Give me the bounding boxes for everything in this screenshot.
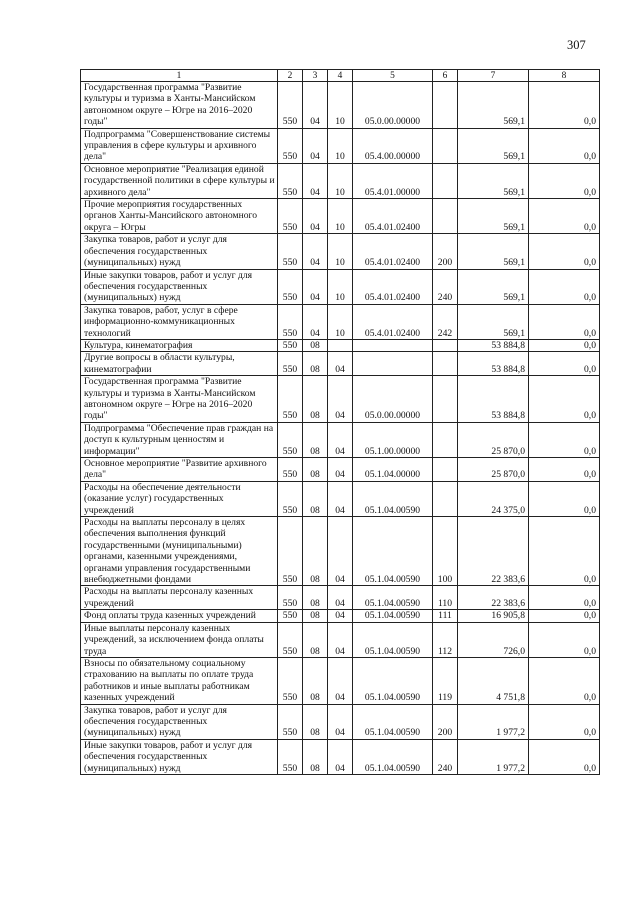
- table-row: [81, 163, 600, 198]
- amount-cell: 1 977,2: [458, 739, 529, 774]
- amount-cell: 569,1: [458, 163, 529, 198]
- row-name-cell: Расходы на выплаты персоналу в целях обеспечения выполнения функций государственными (муниципальными) органами, казенными учреждениями, органами управления государственными внебюджетными фондами: [81, 517, 278, 586]
- row-name-cell: Взносы по обязательному социальному страхованию на выплаты по оплате труда работников и иные выплаты работникам казенных учреждений: [81, 657, 278, 704]
- page-number: 307: [567, 38, 586, 52]
- amount-extra-cell: 0,0: [529, 234, 600, 269]
- section-cell: 08: [303, 657, 328, 704]
- amount-extra-cell: 0,0: [529, 339, 600, 351]
- subsection-cell: 10: [328, 304, 353, 339]
- admin-code-cell: 550: [278, 128, 303, 163]
- subsection-cell: 10: [328, 82, 353, 129]
- admin-code-cell: 550: [278, 422, 303, 457]
- table-row: [81, 269, 600, 304]
- table-row: [81, 352, 600, 376]
- subsection-cell: 10: [328, 163, 353, 198]
- target-article-cell: 05.1.04.00590: [353, 739, 433, 774]
- expense-type-cell: [433, 422, 458, 457]
- section-cell: 08: [303, 339, 328, 351]
- column-header: 4: [328, 70, 353, 82]
- amount-extra-cell: 0,0: [529, 199, 600, 234]
- admin-code-cell: 550: [278, 82, 303, 129]
- table-row: [81, 704, 600, 739]
- expense-type-cell: 119: [433, 657, 458, 704]
- expense-type-cell: 200: [433, 704, 458, 739]
- row-name-cell: Основное мероприятие "Реализация единой государственной политики в сфере культуры и архивного дела": [81, 163, 278, 198]
- admin-code-cell: 550: [278, 376, 303, 423]
- subsection-cell: 04: [328, 704, 353, 739]
- budget-table: [80, 69, 600, 775]
- target-article-cell: 05.4.00.00000: [353, 128, 433, 163]
- admin-code-cell: 550: [278, 458, 303, 482]
- amount-extra-cell: 0,0: [529, 163, 600, 198]
- target-article-cell: 05.1.04.00590: [353, 610, 433, 622]
- section-cell: 04: [303, 234, 328, 269]
- column-header: 3: [303, 70, 328, 82]
- section-cell: 08: [303, 422, 328, 457]
- column-header: 7: [458, 70, 529, 82]
- subsection-cell: 04: [328, 458, 353, 482]
- expense-type-cell: [433, 352, 458, 376]
- amount-extra-cell: 0,0: [529, 657, 600, 704]
- section-cell: 08: [303, 481, 328, 516]
- expense-type-cell: 240: [433, 739, 458, 774]
- subsection-cell: 04: [328, 657, 353, 704]
- amount-cell: 726,0: [458, 622, 529, 657]
- admin-code-cell: 550: [278, 739, 303, 774]
- amount-cell: 569,1: [458, 199, 529, 234]
- amount-cell: 25 870,0: [458, 422, 529, 457]
- target-article-cell: 05.0.00.00000: [353, 376, 433, 423]
- admin-code-cell: 550: [278, 234, 303, 269]
- target-article-cell: 05.1.04.00000: [353, 458, 433, 482]
- expense-type-cell: [433, 339, 458, 351]
- section-cell: 04: [303, 199, 328, 234]
- section-cell: 04: [303, 163, 328, 198]
- admin-code-cell: 550: [278, 657, 303, 704]
- amount-cell: 22 383,6: [458, 586, 529, 610]
- admin-code-cell: 550: [278, 339, 303, 351]
- table-row: [81, 376, 600, 423]
- target-article-cell: 05.1.04.00590: [353, 481, 433, 516]
- table-row: [81, 422, 600, 457]
- subsection-cell: 10: [328, 234, 353, 269]
- section-cell: 08: [303, 586, 328, 610]
- amount-cell: 22 383,6: [458, 517, 529, 586]
- section-cell: 04: [303, 269, 328, 304]
- target-article-cell: 05.0.00.00000: [353, 82, 433, 129]
- row-name-cell: Расходы на обеспечение деятельности (оказание услуг) государственных учреждений: [81, 481, 278, 516]
- column-header: 6: [433, 70, 458, 82]
- section-cell: 08: [303, 352, 328, 376]
- target-article-cell: 05.4.01.02400: [353, 199, 433, 234]
- section-cell: 08: [303, 376, 328, 423]
- amount-extra-cell: 0,0: [529, 376, 600, 423]
- table-row: [81, 586, 600, 610]
- row-name-cell: Иные закупки товаров, работ и услуг для обеспечения государственных (муниципальных) нужд: [81, 269, 278, 304]
- table-row: [81, 481, 600, 516]
- target-article-cell: 05.4.01.02400: [353, 304, 433, 339]
- target-article-cell: 05.4.01.02400: [353, 269, 433, 304]
- row-name-cell: Иные закупки товаров, работ и услуг для обеспечения государственных (муниципальных) нужд: [81, 739, 278, 774]
- table-row: [81, 199, 600, 234]
- expense-type-cell: [433, 199, 458, 234]
- table-row: [81, 458, 600, 482]
- section-cell: 08: [303, 610, 328, 622]
- header-row: [81, 70, 600, 82]
- expense-type-cell: [433, 458, 458, 482]
- row-name-cell: Закупка товаров, работ и услуг для обеспечения государственных (муниципальных) нужд: [81, 234, 278, 269]
- subsection-cell: 04: [328, 622, 353, 657]
- subsection-cell: 04: [328, 422, 353, 457]
- amount-cell: 53 884,8: [458, 339, 529, 351]
- amount-extra-cell: 0,0: [529, 269, 600, 304]
- amount-extra-cell: 0,0: [529, 517, 600, 586]
- row-name-cell: Подпрограмма "Обеспечение прав граждан на доступ к культурным ценностям и информации": [81, 422, 278, 457]
- subsection-cell: [328, 339, 353, 351]
- amount-cell: 569,1: [458, 128, 529, 163]
- target-article-cell: 05.1.04.00590: [353, 704, 433, 739]
- row-name-cell: Государственная программа "Развитие культуры и туризма в Ханты-Мансийском автономном округе – Югре на 2016–2020 годы": [81, 376, 278, 423]
- section-cell: 08: [303, 739, 328, 774]
- subsection-cell: 10: [328, 269, 353, 304]
- amount-cell: 569,1: [458, 269, 529, 304]
- admin-code-cell: 550: [278, 586, 303, 610]
- amount-extra-cell: 0,0: [529, 352, 600, 376]
- amount-extra-cell: 0,0: [529, 739, 600, 774]
- amount-cell: 569,1: [458, 234, 529, 269]
- amount-extra-cell: 0,0: [529, 82, 600, 129]
- amount-cell: 24 375,0: [458, 481, 529, 516]
- subsection-cell: 04: [328, 352, 353, 376]
- admin-code-cell: 550: [278, 481, 303, 516]
- row-name-cell: Закупка товаров, работ и услуг для обеспечения государственных (муниципальных) нужд: [81, 704, 278, 739]
- row-name-cell: Государственная программа "Развитие культуры и туризма в Ханты-Мансийском автономном округе – Югре на 2016–2020 годы": [81, 82, 278, 129]
- amount-cell: 53 884,8: [458, 352, 529, 376]
- admin-code-cell: 550: [278, 704, 303, 739]
- target-article-cell: 05.4.01.00000: [353, 163, 433, 198]
- subsection-cell: 04: [328, 739, 353, 774]
- amount-extra-cell: 0,0: [529, 481, 600, 516]
- subsection-cell: 04: [328, 610, 353, 622]
- expense-type-cell: [433, 163, 458, 198]
- amount-extra-cell: 0,0: [529, 622, 600, 657]
- table-row: [81, 339, 600, 351]
- admin-code-cell: 550: [278, 199, 303, 234]
- table-row: [81, 610, 600, 622]
- expense-type-cell: 200: [433, 234, 458, 269]
- target-article-cell: 05.1.04.00590: [353, 517, 433, 586]
- column-header: 1: [81, 70, 278, 82]
- subsection-cell: 04: [328, 376, 353, 423]
- section-cell: 04: [303, 82, 328, 129]
- expense-type-cell: 112: [433, 622, 458, 657]
- subsection-cell: 10: [328, 128, 353, 163]
- row-name-cell: Прочие мероприятия государственных органов Ханты-Мансийского автономного округа – Югры: [81, 199, 278, 234]
- table-row: [81, 622, 600, 657]
- table-row: [81, 234, 600, 269]
- admin-code-cell: 550: [278, 622, 303, 657]
- subsection-cell: 10: [328, 199, 353, 234]
- amount-cell: 1 977,2: [458, 704, 529, 739]
- expense-type-cell: [433, 128, 458, 163]
- section-cell: 04: [303, 128, 328, 163]
- target-article-cell: [353, 352, 433, 376]
- subsection-cell: 04: [328, 517, 353, 586]
- column-header: 2: [278, 70, 303, 82]
- amount-extra-cell: 0,0: [529, 704, 600, 739]
- amount-cell: 569,1: [458, 82, 529, 129]
- expense-type-cell: 242: [433, 304, 458, 339]
- table-row: [81, 517, 600, 586]
- table-row: [81, 128, 600, 163]
- target-article-cell: [353, 339, 433, 351]
- target-article-cell: 05.1.04.00590: [353, 622, 433, 657]
- admin-code-cell: 550: [278, 163, 303, 198]
- row-name-cell: Закупка товаров, работ, услуг в сфере информационно-коммуникационных технологий: [81, 304, 278, 339]
- admin-code-cell: 550: [278, 304, 303, 339]
- section-cell: 04: [303, 304, 328, 339]
- amount-cell: 25 870,0: [458, 458, 529, 482]
- expense-type-cell: 110: [433, 586, 458, 610]
- expense-type-cell: 100: [433, 517, 458, 586]
- expense-type-cell: [433, 376, 458, 423]
- amount-extra-cell: 0,0: [529, 586, 600, 610]
- amount-cell: 569,1: [458, 304, 529, 339]
- column-header: 5: [353, 70, 433, 82]
- table-row: [81, 657, 600, 704]
- row-name-cell: Подпрограмма "Совершенствование системы управления в сфере культуры и архивного дела": [81, 128, 278, 163]
- amount-extra-cell: 0,0: [529, 610, 600, 622]
- expense-type-cell: 240: [433, 269, 458, 304]
- admin-code-cell: 550: [278, 517, 303, 586]
- target-article-cell: 05.1.04.00590: [353, 586, 433, 610]
- subsection-cell: 04: [328, 586, 353, 610]
- target-article-cell: 05.1.00.00000: [353, 422, 433, 457]
- row-name-cell: Другие вопросы в области культуры, кинематографии: [81, 352, 278, 376]
- section-cell: 08: [303, 517, 328, 586]
- amount-extra-cell: 0,0: [529, 458, 600, 482]
- admin-code-cell: 550: [278, 352, 303, 376]
- section-cell: 08: [303, 704, 328, 739]
- expense-type-cell: [433, 82, 458, 129]
- amount-extra-cell: 0,0: [529, 128, 600, 163]
- target-article-cell: 05.4.01.02400: [353, 234, 433, 269]
- admin-code-cell: 550: [278, 610, 303, 622]
- amount-extra-cell: 0,0: [529, 304, 600, 339]
- amount-cell: 53 884,8: [458, 376, 529, 423]
- column-header: 8: [529, 70, 600, 82]
- amount-extra-cell: 0,0: [529, 422, 600, 457]
- row-name-cell: Основное мероприятие "Развитие архивного дела": [81, 458, 278, 482]
- table-row: [81, 739, 600, 774]
- row-name-cell: Фонд оплаты труда казенных учреждений: [81, 610, 278, 622]
- row-name-cell: Иные выплаты персоналу казенных учреждений, за исключением фонда оплаты труда: [81, 622, 278, 657]
- row-name-cell: Расходы на выплаты персоналу казенных учреждений: [81, 586, 278, 610]
- table-row: [81, 82, 600, 129]
- subsection-cell: 04: [328, 481, 353, 516]
- admin-code-cell: 550: [278, 269, 303, 304]
- amount-cell: 16 905,8: [458, 610, 529, 622]
- expense-type-cell: 111: [433, 610, 458, 622]
- table-row: [81, 304, 600, 339]
- row-name-cell: Культура, кинематография: [81, 339, 278, 351]
- amount-cell: 4 751,8: [458, 657, 529, 704]
- section-cell: 08: [303, 622, 328, 657]
- target-article-cell: 05.1.04.00590: [353, 657, 433, 704]
- section-cell: 08: [303, 458, 328, 482]
- expense-type-cell: [433, 481, 458, 516]
